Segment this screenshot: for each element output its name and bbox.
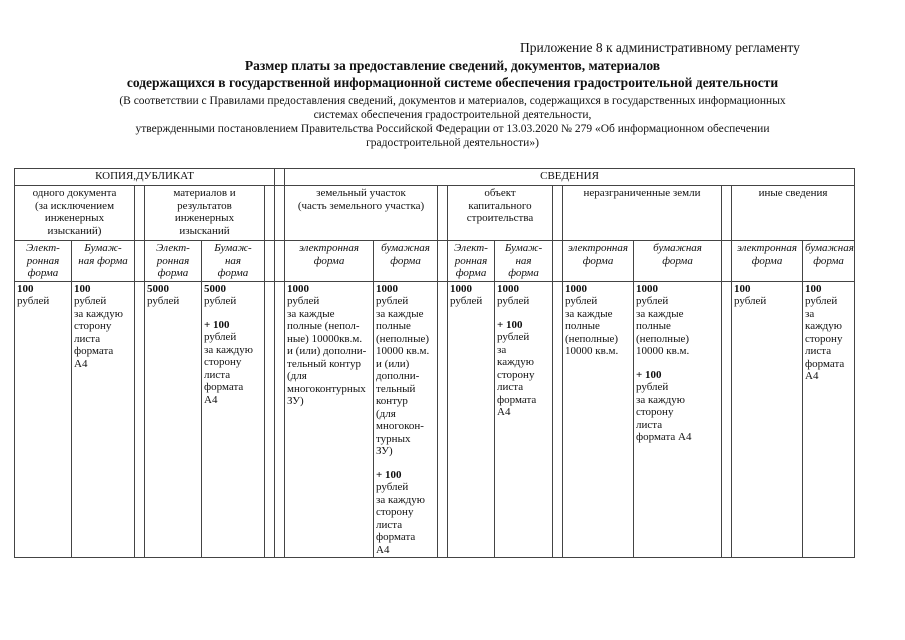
- extra-fee-unit: рублей: [636, 381, 669, 393]
- fee-cell: [495, 281, 553, 558]
- fee-amount: 1000: [376, 282, 399, 295]
- form-type-header: Бумаж- ная форма: [72, 241, 135, 282]
- fee-amount: 1000: [565, 282, 588, 295]
- fee-cell: [732, 281, 803, 558]
- category-other-info: иные сведения: [732, 186, 855, 241]
- category-survey-materials: материалов и результатов инженерных изысканий: [145, 186, 265, 241]
- column-divider: [553, 186, 563, 241]
- column-divider: [275, 186, 285, 241]
- fee-unit: рублей: [147, 295, 180, 307]
- form-type-header: электронная форма: [732, 241, 803, 282]
- fee-unit: рублей: [805, 295, 838, 307]
- column-divider: [275, 281, 285, 558]
- group-header-info: СВЕДЕНИЯ: [285, 169, 855, 186]
- extra-fee-note: за каждую сторону листа формата А4: [636, 393, 692, 443]
- appendix-label: Приложение 8 к административному регламенту: [520, 40, 800, 55]
- fee-note: за каждые полные (непол- ные) 10000кв.м. и (или) дополни- тельный контур (для многоконтурных ЗУ): [287, 307, 367, 407]
- document-title-line-1: Размер платы за предоставление сведений, документов, материалов: [244, 58, 661, 73]
- fee-amount: 5000: [204, 282, 226, 295]
- fee-cell: [15, 281, 72, 558]
- extra-fee-amount: + 100: [204, 318, 230, 331]
- fee-cell: [803, 281, 855, 558]
- subtitle-line-1: (В соответствии с Правилами предоставления сведений, документов и материалов, содержащихся в государственных информационных: [119, 95, 786, 107]
- fee-cell: [374, 281, 438, 558]
- column-divider: [265, 186, 275, 241]
- fee-note: за каждые полные (неполные) 10000 кв.м.: [565, 307, 619, 357]
- extra-fee-unit: рублей: [376, 481, 409, 493]
- spacer: [376, 458, 435, 469]
- fee-unit: рублей: [74, 295, 107, 307]
- fee-cell: [634, 281, 722, 558]
- column-divider: [135, 241, 145, 282]
- fee-unit: рублей: [636, 295, 669, 307]
- fee-amount: 1000: [636, 282, 659, 295]
- extra-fee-note: за каждую сторону листа формата А4: [497, 343, 537, 418]
- column-divider: [265, 241, 275, 282]
- fee-unit: рублей: [17, 295, 50, 307]
- column-divider: [275, 169, 285, 186]
- fee-unit: рублей: [287, 295, 320, 307]
- fee-amount: 1000: [287, 282, 310, 295]
- fee-cell: [72, 281, 135, 558]
- spacer: [636, 358, 719, 369]
- fee-note: за каждые полные (неполные) 10000 кв.м. и (или) дополни- тельный контур (для многокон- турных ЗУ): [376, 307, 430, 457]
- fee-unit: рублей: [734, 295, 767, 307]
- subtitle-line-4: градостроительной деятельности»): [366, 137, 539, 149]
- fee-amount: 1000: [497, 282, 520, 295]
- spacer: [497, 308, 550, 319]
- form-type-header: Бумаж- ная форма: [495, 241, 553, 282]
- group-header-copy: КОПИЯ,ДУБЛИКАТ: [15, 169, 275, 186]
- fee-amount: 1000: [450, 282, 473, 295]
- column-divider: [722, 281, 732, 558]
- fee-unit: рублей: [376, 295, 409, 307]
- fee-note: за каждую сторону листа формата А4: [74, 307, 123, 370]
- fee-amount: 100: [74, 282, 91, 295]
- column-divider: [722, 186, 732, 241]
- extra-fee-note: за каждую сторону листа формата А4: [204, 343, 253, 406]
- form-type-header: бумажная форма: [803, 241, 855, 282]
- subtitle-line-2: системах обеспечения градостроительной деятельности,: [313, 109, 592, 121]
- fee-cell: [145, 281, 202, 558]
- extra-fee-amount: + 100: [497, 318, 523, 331]
- column-divider: [553, 241, 563, 282]
- column-divider: [275, 241, 285, 282]
- form-type-header: Бумаж- ная форма: [202, 241, 265, 282]
- fee-unit: рублей: [497, 295, 530, 307]
- form-type-header: электронная форма: [285, 241, 374, 282]
- fee-amount: 100: [734, 282, 751, 295]
- fee-cell: [285, 281, 374, 558]
- fee-amount: 100: [17, 282, 34, 295]
- column-divider: [438, 241, 448, 282]
- fee-note: за каждую сторону листа формата А4: [805, 307, 845, 382]
- category-land-plot: земельный участок (часть земельного участка): [285, 186, 438, 241]
- column-divider: [265, 281, 275, 558]
- document-title-line-2: содержащихся в государственной информационной системе обеспечения градостроительной деятельности: [126, 75, 779, 90]
- fee-note: за каждые полные (неполные) 10000 кв.м.: [636, 307, 690, 357]
- fee-cell: [448, 281, 495, 558]
- fee-unit: рублей: [204, 295, 237, 307]
- extra-fee-amount: + 100: [636, 368, 662, 381]
- fee-cell: [563, 281, 634, 558]
- form-type-header: Элект- ронная форма: [15, 241, 72, 282]
- fee-amount: 5000: [147, 282, 169, 295]
- extra-fee-amount: + 100: [376, 468, 402, 481]
- subtitle-line-3: утвержденными постановлением Правительства Российской Федерации от 13.03.2020 № 279 «Об информационном обеспечении: [135, 123, 770, 135]
- fee-unit: рублей: [450, 295, 483, 307]
- form-type-header: электронная форма: [563, 241, 634, 282]
- fee-unit: рублей: [565, 295, 598, 307]
- column-divider: [135, 186, 145, 241]
- category-undivided-lands: неразграниченные земли: [563, 186, 722, 241]
- extra-fee-unit: рублей: [204, 331, 237, 343]
- column-divider: [553, 281, 563, 558]
- column-divider: [438, 186, 448, 241]
- column-divider: [722, 241, 732, 282]
- form-type-header: Элект- ронная форма: [448, 241, 495, 282]
- fee-amount: 100: [805, 282, 822, 295]
- form-type-header: бумажная форма: [374, 241, 438, 282]
- column-divider: [135, 281, 145, 558]
- form-type-header: Элект- ронная форма: [145, 241, 202, 282]
- fee-table: [14, 168, 855, 558]
- spacer: [204, 308, 262, 319]
- category-capital-object: объект капитального строительства: [448, 186, 553, 241]
- form-type-header: бумажная форма: [634, 241, 722, 282]
- extra-fee-note: за каждую сторону листа формата А4: [376, 493, 425, 556]
- fee-cell: [202, 281, 265, 558]
- extra-fee-unit: рублей: [497, 331, 530, 343]
- column-divider: [438, 281, 448, 558]
- category-single-document: одного документа (за исключением инженерных изысканий): [15, 186, 135, 241]
